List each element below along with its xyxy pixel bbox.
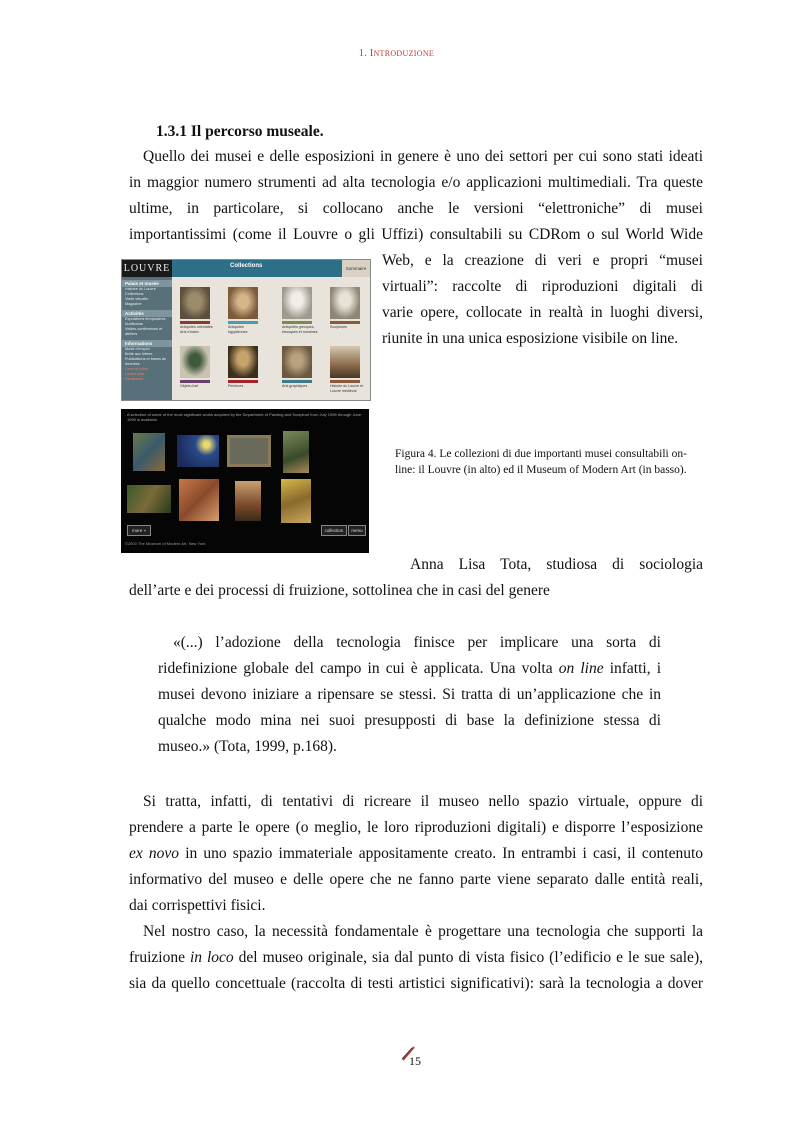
text-line: dai corrispettivi fisici. (129, 897, 266, 914)
artwork-thumbnail (330, 346, 360, 378)
text-run-italic: in loco (189, 949, 234, 966)
artwork-thumbnail (177, 435, 219, 467)
moma-screenshot (121, 409, 369, 553)
text-line-content: Si tratta, infatti, di tentativi di ricreare il museo nello spazio virtuale, oppure di (143, 793, 703, 810)
louvre-caption: Antiquités orientales; Arts d'Islam (180, 325, 214, 334)
artwork-thumbnail (281, 479, 311, 523)
text-line: museo.» (Tota, 1999, p.168). (158, 738, 337, 755)
louvre-sidebar-item: Expositions temporaires (125, 317, 166, 321)
chapter-initial: I (369, 48, 374, 59)
text-line: dell’arte e dei processi di fruizione, sottolinea che in casi del genere (129, 582, 550, 599)
text-line: «(...) l’adozione della tecnologia finisce per implicare una sorta di (173, 634, 661, 651)
louvre-sommaire: Sommaire (342, 260, 370, 277)
louvre-collections-title: Collections (230, 263, 263, 269)
louvre-sidebar-item: Mode d'emploi (125, 347, 150, 351)
artwork-thumbnail (282, 287, 312, 319)
louvre-sidebar (122, 277, 172, 400)
text-line (158, 656, 661, 682)
text-line: sia da quello concettuale (raccolta di testi artistici significativi): sarà la tecnologia a dover (129, 975, 703, 992)
artwork-thumbnail (282, 346, 312, 378)
artwork-thumbnail (330, 287, 360, 319)
paragraph-intro (129, 144, 703, 248)
menu-button[interactable]: menu (348, 525, 366, 536)
text-run: ridefinizione globale del campo in cui è applicata. Una volta (158, 660, 559, 677)
louvre-sidebar-item: Visites-conférences et ateliers (125, 327, 163, 336)
moma-intro-text: A selection of some of the most significant works acquired by the Department of Painting and Sculpture from July 1996 through June 1999 is available. (127, 412, 362, 422)
text-line: riunite in una unica esposizione visibile on line. (382, 330, 679, 347)
artwork-thumbnail (180, 346, 210, 378)
paragraph-our-case (129, 919, 703, 997)
louvre-screenshot (121, 259, 371, 401)
paragraph-virtual (129, 789, 703, 919)
block-quote (158, 630, 661, 760)
text-line (129, 945, 703, 971)
louvre-sidebar-link: Louvre.edu (125, 372, 144, 376)
louvre-caption: Arts graphiques (282, 384, 308, 388)
text-run-italic: on line (558, 660, 604, 677)
text-line (129, 841, 703, 867)
category-color-bar (330, 380, 360, 383)
text-line-content: Quello dei musei e delle esposizioni in genere è uno dei settori per cui sono stati ideati (143, 148, 703, 165)
paragraph-tota (129, 552, 703, 604)
louvre-sidebar-item: Collections (125, 292, 144, 296)
category-color-bar (228, 380, 258, 383)
text-line (129, 789, 703, 815)
text-line: Web, e la creazione di veri e propri “musei (382, 252, 703, 269)
text-line: informativo del museo e delle opere che ne fanno parte viene separato dalle entità reali, (129, 871, 703, 888)
text-line: importantissimi (come il Louvre o gli Uffizi) consultabili su CDRom o sul World Wide (129, 226, 703, 243)
text-run-italic: ex novo (129, 845, 180, 862)
artwork-thumbnail (179, 479, 219, 521)
louvre-sidebar-head: Informations (122, 340, 172, 347)
category-color-bar (330, 321, 360, 324)
text-line: musei devono iniziare a ripensare se stessi. Si tratta di un’applicazione che in (158, 686, 661, 703)
text-line: prendere a parte le opere (o meglio, le loro riproduzioni digitali) e disporre l’esposizione (129, 819, 703, 836)
louvre-sidebar-link: Recherche (125, 377, 144, 381)
text-line: qualche modo mina nei suoi presupposti di base la definizione stessa di (158, 712, 661, 729)
louvre-sidebar-item: Histoire du Louvre (125, 287, 156, 291)
louvre-sidebar-item: Magazine (125, 302, 142, 306)
text-line: ultime, in particolare, si collocano anche le versioni “elettroniche” di musei (129, 200, 703, 217)
louvre-caption: Sculptures (330, 325, 347, 329)
page-number: 15 (409, 1054, 421, 1068)
category-color-bar (282, 321, 312, 324)
artwork-thumbnail (227, 435, 271, 467)
artwork-thumbnail (228, 287, 258, 319)
louvre-sidebar-item: Visite virtuelle (125, 297, 149, 301)
louvre-caption: Antiquités grecques, étrusques et romaines (282, 325, 318, 334)
section-title: 1.3.1 Il percorso museale. (156, 123, 324, 140)
louvre-logo: LOUVRE (122, 260, 172, 277)
louvre-caption: Objets d'art (180, 384, 199, 388)
artwork-thumbnail (228, 346, 258, 378)
more-button[interactable]: more » (127, 525, 151, 536)
category-color-bar (282, 380, 312, 383)
chapter-title-rest: NTRODUZIONE (373, 49, 435, 58)
louvre-caption: Histoire du Louvre et Louvre médiéval (330, 384, 364, 393)
running-header (0, 48, 793, 59)
collection-button[interactable]: collection (321, 525, 347, 536)
text-line: in maggior numero strumenti ad alta tecnologia e/o applicazioni multimediali. Tra queste (129, 174, 703, 191)
louvre-sidebar-item: Boîte aux lettres (125, 352, 153, 356)
text-run: del museo originale, sia dal punto di vista fisico (l’edificio e le sue sale), (233, 949, 703, 966)
category-color-bar (228, 321, 258, 324)
text-line: Anna Lisa Tota, studiosa di sociologia (410, 556, 703, 573)
louvre-caption: Antiquités égyptiennes (228, 325, 248, 334)
louvre-sidebar-item: Auditorium (125, 322, 144, 326)
louvre-sidebar-item: Publications et bases de données (125, 357, 167, 366)
artwork-thumbnail (235, 481, 261, 521)
louvre-sidebar-link: Liens et Infos (125, 367, 148, 371)
louvre-sidebar-head: Palais et musée (122, 280, 172, 287)
artwork-thumbnail (133, 433, 165, 471)
moma-copyright: ©2000 The Museum of Modern Art, New York (125, 541, 206, 546)
text-line (129, 144, 703, 170)
chapter-number: 1. (358, 48, 370, 59)
text-line-content: Nel nostro caso, la necessità fondamentale è progettare una tecnologia che supporti la (143, 923, 703, 940)
category-color-bar (180, 380, 210, 383)
artwork-thumbnail (127, 485, 171, 513)
category-color-bar (180, 321, 210, 324)
text-run: infatti, i (603, 660, 662, 677)
figure-caption: Figura 4. Le collezioni di due importanti musei consultabili on-line: il Louvre (in alto) ed il Museum of Modern Art (in basso). (395, 448, 687, 476)
text-line (129, 919, 703, 945)
text-run: in uno spazio immateriale appositamente creato. In entrambi i casi, il contenuto (179, 845, 704, 862)
louvre-caption: Peintures (228, 384, 244, 388)
text-run: fruizione (129, 949, 190, 966)
artwork-thumbnail (283, 431, 309, 473)
artwork-thumbnail (180, 287, 210, 319)
text-line: varie opere, collocate in realtà in luoghi diversi, (382, 304, 703, 321)
text-line: virtuali”: raccolte di riproduzioni digitali di (382, 278, 703, 295)
paragraph-intro-wrap (382, 248, 703, 352)
louvre-sidebar-head: Activités (122, 310, 172, 317)
